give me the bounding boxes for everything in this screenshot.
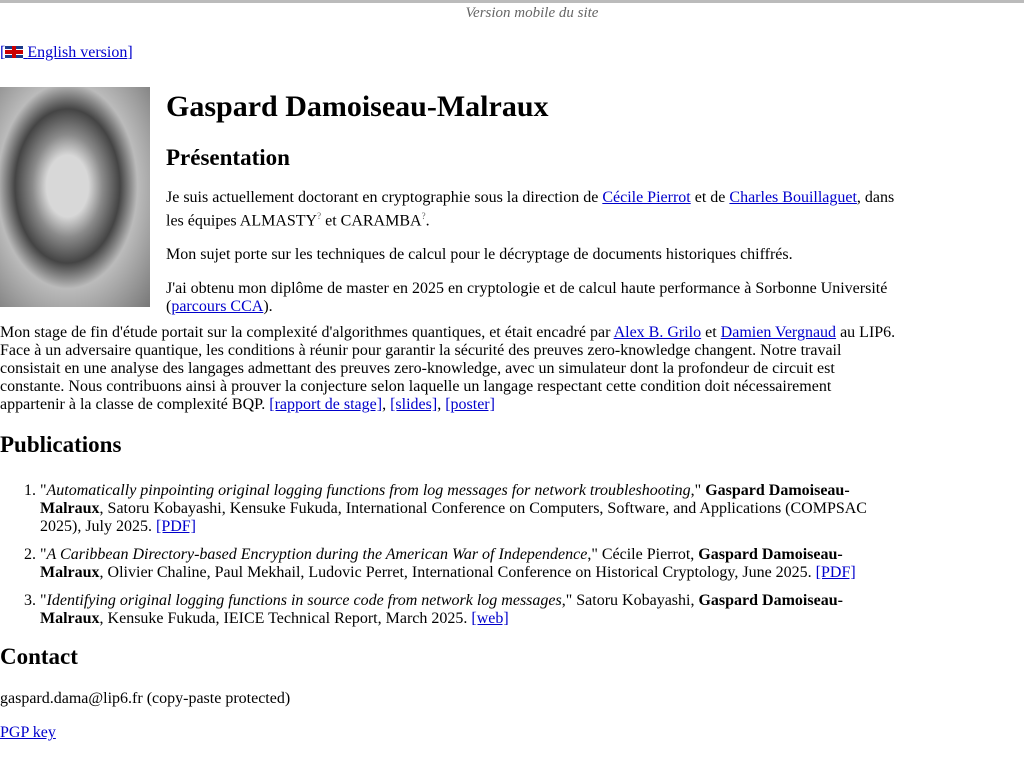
contact-heading: Contact	[0, 644, 78, 670]
text: Mon stage de fin d'étude portait sur la complexité d'algorithmes quantiques, et était encadré par	[0, 324, 614, 342]
publication-item: 3. "Identifying original logging functions in source code from network log messages," Satoru Kobayashi, Gaspard Damoiseau-Malraux, Kensuke Fukuda, IEICE Technical Report, March 2025. [web]	[40, 592, 880, 628]
slides-link[interactable]: [slides]	[390, 396, 438, 414]
text: et de	[690, 189, 730, 206]
author-self: Gaspard Damoiseau-Malraux	[40, 592, 843, 628]
publication-title: Automatically pinpointing original logging functions from log messages for network troubleshooting	[46, 482, 691, 500]
internship-paragraph: Mon stage de fin d'étude portait sur la complexité d'algorithmes quantiques, et était encadré par Alex B. Grilo et Damien Vergnaud au LIP6. Face à un adversaire quantique, les conditions à réunir pour garantir la sécurité des preuves zero-knowledge changent. Notre travail consistait en une analyse des langages admettant des preuves zero-knowledge, avec un simulateur dont la profondeur de circuit est constante. Nous contribuons ainsi à prouver la conjecture selon laquelle un langage respectant cette condition doit nécessairement appartenir à la classe de complexité BQP. [rapport de stage], [slides], [poster]	[0, 324, 896, 414]
text: Je suis actuellement doctorant en cryptographie sous la direction de	[166, 189, 603, 206]
authors: Cécile Pierrot,	[601, 546, 699, 564]
alex-grilo-link[interactable]: Alex B. Grilo	[613, 324, 702, 342]
parcours-cca-link[interactable]: parcours CCA	[171, 298, 264, 316]
contact-email: gaspard.dama@lip6.fr (copy-paste protected)	[0, 690, 291, 708]
english-version-label: English version	[27, 44, 128, 61]
main-content	[0, 63, 900, 742]
pgp-key-link[interactable]: PGP key	[0, 724, 56, 742]
subject-paragraph: Mon sujet porte sur les techniques de calcul pour le décryptage de documents historiques chiffrés.	[166, 246, 793, 264]
profile-photo	[0, 87, 150, 307]
text: ).	[263, 298, 273, 316]
publication-details: , Satoru Kobayashi, Kensuke Fukuda, International Conference on Computers, Software, and Applications (COMPSAC 2025), July 2025.	[40, 500, 867, 536]
publication-list	[0, 482, 880, 628]
internship-report-link[interactable]: [rapport de stage]	[269, 396, 383, 414]
publication-details: , Olivier Chaline, Paul Mekhail, Ludovic Perret, International Conference on Historical Cryptology, June 2025.	[99, 564, 816, 582]
authors: Satoru Kobayashi,	[576, 592, 699, 610]
english-version-link[interactable]	[0, 44, 133, 61]
publications-heading: Publications	[0, 432, 122, 458]
text: et CARAMBA	[321, 212, 422, 230]
bracket-close: ]	[127, 44, 133, 61]
damien-vergnaud-link[interactable]: Damien Vergnaud	[720, 324, 837, 342]
publication-title: Identifying original logging functions in source code from network log messages	[46, 592, 562, 610]
web-link[interactable]: [web]	[471, 610, 509, 628]
pdf-link[interactable]: [PDF]	[156, 518, 197, 536]
bracket-open: [	[0, 44, 6, 61]
page-title: Gaspard Damoiseau-Malraux	[166, 90, 549, 123]
top-bar	[0, 0, 1024, 25]
text: au LIP6. Face à un adversaire quantique, les conditions à réunir pour garantir la sécurité des preuves zero-knowledge changent. Notre travail consistait en une analyse des langages admettant des preuves zero-knowledge, avec un simulateur dont la profondeur de circuit est constante. Nous contribuons ainsi à prouver la conjecture selon laquelle un langage respectant cette condition doit nécessairement appartenir à la classe de complexité BQP.	[0, 324, 896, 414]
publication-details: , Kensuke Fukuda, IEICE Technical Report, March 2025.	[99, 610, 472, 628]
cecile-pierrot-link[interactable]: Cécile Pierrot	[602, 189, 691, 206]
almasty-tooltip[interactable]: ?	[317, 211, 322, 221]
author-self: Gaspard Damoiseau-Malraux	[40, 482, 850, 518]
mobile-version-link[interactable]: Version mobile du site	[465, 5, 599, 21]
publication-item: 2. "A Caribbean Directory-based Encryption during the American War of Independence," Cécile Pierrot, Gaspard Damoiseau-Malraux, Olivier Chaline, Paul Mekhail, Ludovic Perret, International Conference on Historical Cryptology, June 2025. [PDF]	[40, 546, 880, 582]
text: .	[425, 212, 430, 230]
charles-bouillaguet-link[interactable]: Charles Bouillaguet	[729, 189, 857, 206]
text: J'ai obtenu mon diplôme de master en 2025 en cryptologie et de calcul haute performance à Sorbonne Université (	[166, 280, 888, 316]
uk-flag-icon	[5, 46, 23, 58]
publication-item: 1. "Automatically pinpointing original logging functions from log messages for network troubleshooting," Gaspard Damoiseau-Malraux, Satoru Kobayashi, Kensuke Fukuda, International Conference on Computers, Software, and Applications (COMPSAC 2025), July 2025. [PDF]	[40, 482, 880, 536]
author-self: Gaspard Damoiseau-Malraux	[40, 546, 843, 582]
publication-title: A Caribbean Directory-based Encryption during the American War of Independence	[46, 546, 588, 564]
pdf-link[interactable]: [PDF]	[815, 564, 856, 582]
text: et	[701, 324, 721, 342]
poster-link[interactable]: [poster]	[445, 396, 495, 414]
presentation-heading: Présentation	[166, 145, 290, 170]
text: , dans les équipes ALMASTY	[166, 189, 895, 230]
language-switch	[0, 43, 1024, 63]
caramba-tooltip[interactable]: ?	[421, 211, 426, 221]
